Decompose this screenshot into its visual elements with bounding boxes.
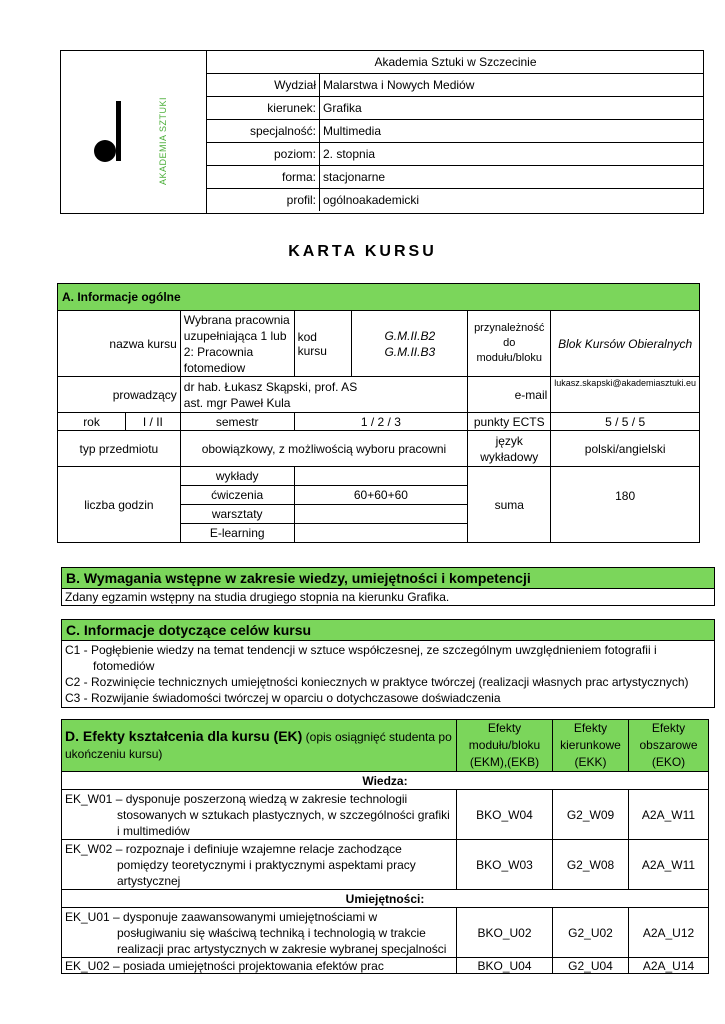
section-d-heading: [62, 720, 457, 772]
ek-w02-text: EK_W02 – rozpoznaje i definiuje wzajemne relacje zachodzące: [65, 841, 402, 856]
ects-label: punkty ECTS: [468, 413, 551, 431]
ek-u02-ekm: BKO_U04: [457, 958, 553, 974]
ects-value: 5 / 5 / 5: [551, 413, 700, 431]
instructor-value: [180, 377, 467, 413]
hours-workshops-value: [294, 505, 468, 524]
instructor-1: dr hab. Łukasz Skąpski, prof. AS: [183, 379, 358, 394]
header-table: [206, 51, 704, 211]
semester-label: semestr: [180, 413, 294, 431]
logo-text: AKADEMIA SZTUKI: [158, 96, 168, 186]
ek-w01-ekm: BKO_W04: [457, 790, 553, 840]
logo-area: [61, 51, 207, 213]
section-b-heading: B. Wymagania wstępne w zakresie wiedzy, umiejętności i kompetencji: [62, 568, 715, 589]
form-label: forma:: [207, 166, 320, 189]
section-a-table: [57, 283, 700, 543]
ek-u01-ekk: G2_U02: [553, 908, 629, 958]
goal-c1-cont: fotomediów: [93, 659, 155, 673]
sum-label: suma: [468, 467, 551, 543]
course-code-label: kod kursu: [294, 311, 352, 377]
goal-c2: C2 - Rozwinięcie technicznych umiejętności koniecznych w praktyce twórczej (realizacji własnych prac artystycznych): [65, 675, 689, 689]
course-type-label: typ przedmiotu: [58, 431, 181, 467]
ek-u01: [62, 908, 457, 958]
faculty-value: Malarstwa i Nowych Mediów: [320, 74, 705, 97]
hours-elearning-label: E-learning: [180, 524, 294, 543]
hours-lectures-value: [294, 467, 468, 486]
field-label: kierunek:: [207, 97, 320, 120]
hours-exercises-value: 60+60+60: [294, 486, 468, 505]
course-name-label: nazwa kursu: [58, 311, 181, 377]
ek-w01-ekk: G2_W09: [553, 790, 629, 840]
ek-w02-ekk: G2_W08: [553, 840, 629, 890]
instructor-label: prowadzący: [58, 377, 181, 413]
course-type-value: obowiązkowy, z możliwością wyboru pracowni: [180, 431, 467, 467]
ek-w02: [62, 840, 457, 890]
page-title: KARTA KURSU: [288, 243, 437, 260]
year-label: rok: [58, 413, 126, 431]
specialty-label: specjalność:: [207, 120, 320, 143]
course-code-1: G.M.II.B2: [384, 328, 436, 343]
ek-w01: [62, 790, 457, 840]
logo-bar: [116, 101, 121, 161]
ek-w01-eko: A2A_W11: [629, 790, 709, 840]
form-value: stacjonarne: [320, 166, 705, 189]
hours-elearning-value: [294, 524, 468, 543]
ek-u01-cont: posługiwaniu się właściwą techniką i technologią w trakcie realizacji prac artystycznych w zakresie wybranej specjalności: [117, 925, 447, 956]
faculty-label: Wydział: [207, 74, 320, 97]
section-c-table: [61, 619, 715, 708]
section-c-heading: C. Informacje dotyczące celów kursu: [62, 620, 715, 641]
goal-c3: C3 - Rozwijanie świadomości twórczej w oparciu o dotychczasowe doświadczenia: [65, 691, 501, 705]
col-ekm-header: Efekty modułu/bloku (EKM),(EKB): [457, 720, 553, 772]
field-value: Grafika: [320, 97, 705, 120]
ek-w02-cont: pomiędzy teoretycznymi i praktycznymi aspektami pracy artystycznej: [117, 857, 416, 888]
language-label: język wykładowy: [468, 431, 551, 467]
email-label: e-mail: [468, 377, 551, 413]
ek-u02: [62, 958, 457, 974]
module-label: przynależność do modułu/bloku: [468, 311, 551, 377]
ek-u01-ekm: BKO_U02: [457, 908, 553, 958]
goal-c1: C1 - Pogłębienie wiedzy na temat tendencji w sztuce współczesnej, ze szczególnym uwzględnieniem fotografii i: [65, 643, 657, 657]
hours-lectures-label: wykłady: [180, 467, 294, 486]
section-d-heading-bold: D. Efekty kształcenia dla kursu (EK): [65, 728, 303, 744]
section-c-body: [62, 641, 715, 708]
semester-value: 1 / 2 / 3: [294, 413, 468, 431]
level-label: poziom:: [207, 143, 320, 166]
course-name-value: Wybrana pracownia uzupełniająca 1 lub 2: Pracownia fotomediow: [180, 311, 294, 377]
col-ekk-header: Efekty kierunkowe (EKK): [553, 720, 629, 772]
module-value: Blok Kursów Obieralnych: [551, 311, 700, 377]
academy-logo: [61, 51, 206, 213]
ek-u02-ekk: G2_U04: [553, 958, 629, 974]
course-code-value: [352, 311, 468, 377]
ek-w01-text: EK_W01 – dysponuje poszerzoną wiedzą w zakresie technologii: [65, 791, 408, 806]
section-d-table: [61, 719, 709, 974]
level-value: 2. stopnia: [320, 143, 705, 166]
sum-value: 180: [551, 467, 700, 543]
language-value: polski/angielski: [551, 431, 700, 467]
section-b-table: [61, 567, 715, 606]
year-value: I / II: [126, 413, 181, 431]
skills-subheader: Umiejętności:: [62, 890, 709, 908]
email-value[interactable]: lukasz.skapski@akademiasztuki.eu: [551, 377, 700, 413]
ek-u02-eko: A2A_U14: [629, 958, 709, 974]
knowledge-subheader: Wiedza:: [62, 772, 709, 790]
course-code-2: G.M.II.B3: [384, 344, 436, 359]
section-a-heading: A. Informacje ogólne: [58, 284, 700, 311]
section-d-heading-rest: (opis osiągnięć studenta po ukończeniu kursu): [65, 730, 452, 761]
institution-name: Akademia Sztuki w Szczecinie: [207, 51, 705, 74]
ek-w02-ekm: BKO_W03: [457, 840, 553, 890]
hours-exercises-label: ćwiczenia: [180, 486, 294, 505]
col-eko-header: Efekty obszarowe (EKO): [629, 720, 709, 772]
ek-w02-eko: A2A_W11: [629, 840, 709, 890]
hours-workshops-label: warsztaty: [180, 505, 294, 524]
instructor-2: ast. mgr Paweł Kula: [183, 395, 291, 410]
specialty-value: Multimedia: [320, 120, 705, 143]
ek-u02-text: EK_U02 – posiada umiejętności projektowania efektów prac: [65, 958, 384, 973]
profile-value: ogólnoakademicki: [320, 189, 705, 212]
hours-label: liczba godzin: [58, 467, 181, 543]
profile-label: profil:: [207, 189, 320, 212]
section-b-text: Zdany egzamin wstępny na studia drugiego stopnia na kierunku Grafika.: [62, 589, 715, 606]
ek-u01-text: EK_U01 – dysponuje zaawansowanymi umiejętnościami w: [65, 909, 378, 924]
header-block: [60, 50, 704, 214]
ek-w01-cont: stosowanych w sztukach plastycznych, w szczególności grafiki i multimediów: [117, 807, 450, 838]
logo-dot: [94, 140, 116, 162]
ek-u01-eko: A2A_U12: [629, 908, 709, 958]
